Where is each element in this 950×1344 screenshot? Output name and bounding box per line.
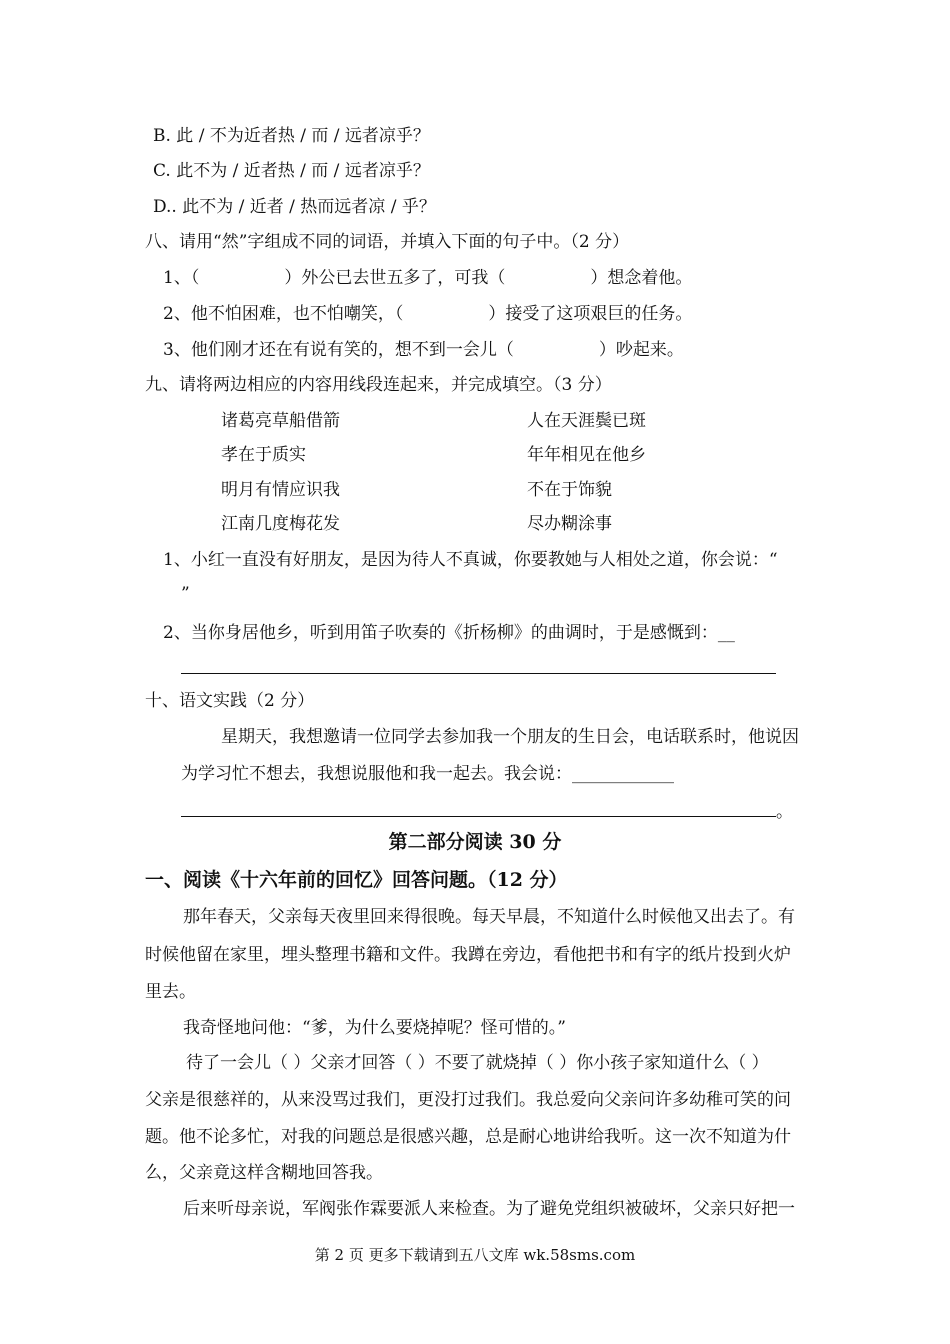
left-item-4: 江南几度梅花发 [221, 514, 340, 534]
section10-line2: 为学习忙不想去，我想说服他和我一起去。我会说：____________ [181, 764, 674, 784]
section8-item-1: 1、（ ）外公已去世五多了，可我（ ）想念着他。 [163, 268, 693, 288]
right-item-2: 年年相见在他乡 [527, 445, 646, 465]
option-d: D.. 此不为 / 近者 / 热而远者凉 / 乎？ [153, 197, 436, 217]
answer-line [181, 673, 776, 674]
option-c: C. 此不为 / 近者热 / 而 / 远者凉乎？ [153, 161, 430, 181]
option-b: B. 此 / 不为近者热 / 而 / 远者凉乎？ [153, 126, 430, 146]
passage-line: 时候他留在家里，埋头整理书籍和文件。我蹲在旁边，看他把书和有字的纸片投到火炉 [145, 945, 791, 965]
passage-line: 那年春天，父亲每天夜里回来得很晚。每天早晨，不知道什么时候他又出去了。有 [183, 907, 795, 927]
passage-line: 里去。 [145, 982, 196, 1002]
left-item-3: 明月有情应识我 [221, 480, 340, 500]
section8-item-3: 3、他们刚才还在有说有笑的，想不到一会儿（ ）吵起来。 [163, 340, 684, 360]
passage-line: 待了一会儿（ ）父亲才回答（ ）不要了就烧掉（ ）你小孩子家知道什么（ ） [186, 1053, 769, 1073]
page-footer: 第 2 页 更多下载请到五八文库 wk.58sms.com [314, 1246, 636, 1264]
section9-q1-line2: ” [181, 584, 190, 604]
left-item-2: 孝在于质实 [221, 445, 306, 465]
section9-heading: 九、请将两边相应的内容用线段连起来，并完成填空。（3 分） [145, 375, 612, 395]
passage-line: 我奇怪地问他：“爹，为什么要烧掉呢？怪可惜的。” [183, 1018, 566, 1038]
right-item-1: 人在天涯鬓已斑 [527, 411, 646, 431]
section8-item-2: 2、他不怕困难，也不怕嘲笑，（ ）接受了这项艰巨的任务。 [163, 304, 693, 324]
section9-q2: 2、当你身居他乡，听到用笛子吹奏的《折杨柳》的曲调时，于是感慨到：__ [163, 623, 735, 643]
answer-line [181, 816, 776, 817]
passage-line: 后来听母亲说，军阀张作霖要派人来检查。为了避免党组织被破坏，父亲只好把一 [183, 1199, 795, 1219]
right-item-3: 不在于饰貌 [527, 480, 612, 500]
right-item-4: 尽办糊涂事 [527, 514, 612, 534]
passage-line: 么，父亲竟这样含糊地回答我。 [145, 1163, 383, 1183]
end-mark: 。 [776, 802, 793, 822]
left-item-1: 诸葛亮草船借箭 [221, 411, 340, 431]
passage-line: 父亲是很慈祥的，从来没骂过我们，更没打过我们。我总爱向父亲问许多幼稚可笑的问 [145, 1090, 791, 1110]
part2-title: 第二部分阅读 30 分 [388, 831, 562, 853]
section10-line1: 星期天，我想邀请一位同学去参加我一个朋友的生日会，电话联系时，他说因 [221, 727, 799, 747]
section9-q1-line1: 1、小红一直没有好朋友，是因为待人不真诚，你要教她与人相处之道，你会说：“ [163, 550, 778, 570]
section8-heading: 八、请用“然”字组成不同的词语，并填入下面的句子中。（2 分） [145, 232, 630, 252]
reading-q1-heading: 一、阅读《十六年前的回忆》回答问题。（12 分） [145, 869, 568, 891]
section10-heading: 十、语文实践（2 分） [145, 691, 315, 711]
passage-line: 题。他不论多忙，对我的问题总是很感兴趣，总是耐心地讲给我听。这一次不知道为什 [145, 1127, 791, 1147]
